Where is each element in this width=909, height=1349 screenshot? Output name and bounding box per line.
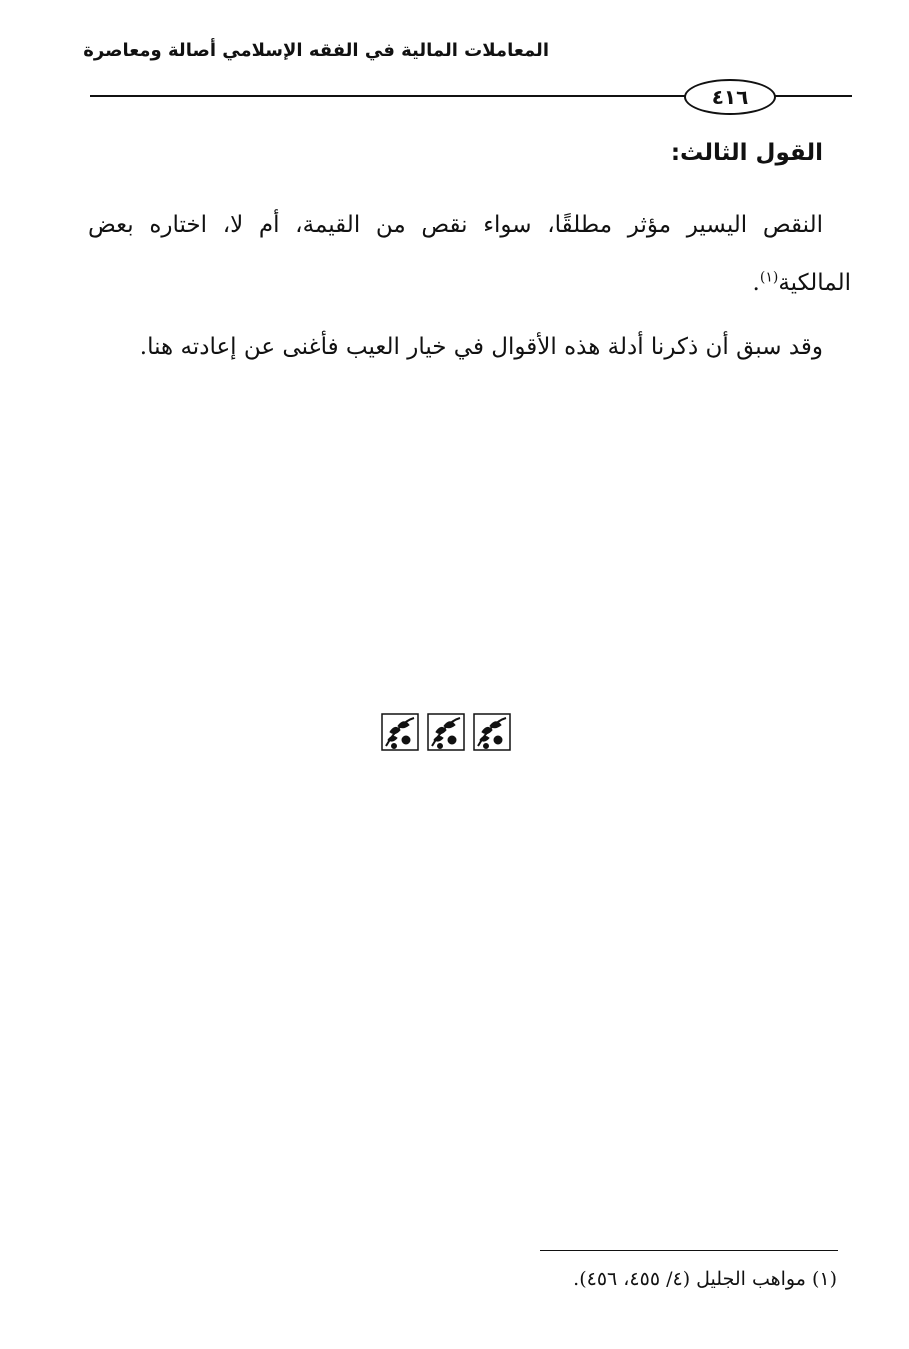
paragraph-1-period: . <box>752 270 760 296</box>
footnote-rule <box>540 1250 838 1251</box>
paragraph-2: وقد سبق أن ذكرنا أدلة هذه الأقوال في خيار العيب فأغنى عن إعادته هنا. <box>139 334 823 360</box>
paragraph-1-word: المالكية <box>778 270 851 296</box>
ornament-motif-3 <box>474 714 510 750</box>
footnote-reference[interactable]: (١) <box>759 269 779 286</box>
paragraph-1-line-1: النقص اليسير مؤثر مطلقًا، سواء نقص من القيمة، أم لا، اختاره بعض <box>88 212 823 238</box>
section-heading: القول الثالث: <box>670 140 823 166</box>
footnote-marker: (١) <box>811 1268 837 1290</box>
page-number <box>684 79 776 115</box>
running-title: المعاملات المالية في الفقه الإسلامي أصالة ومعاصرة <box>83 40 549 61</box>
ornament-motif-2 <box>428 714 464 750</box>
floral-ornament-icon <box>380 712 512 752</box>
ornament-motif-1 <box>382 714 418 750</box>
page-number-text: ٤١٦ <box>711 85 749 109</box>
paragraph-1-line-2 <box>753 252 851 314</box>
footnote-text: مواهب الجليل (٤/ ٤٥٥، ٤٥٦). <box>573 1268 806 1290</box>
footnote-1 <box>573 1268 837 1290</box>
